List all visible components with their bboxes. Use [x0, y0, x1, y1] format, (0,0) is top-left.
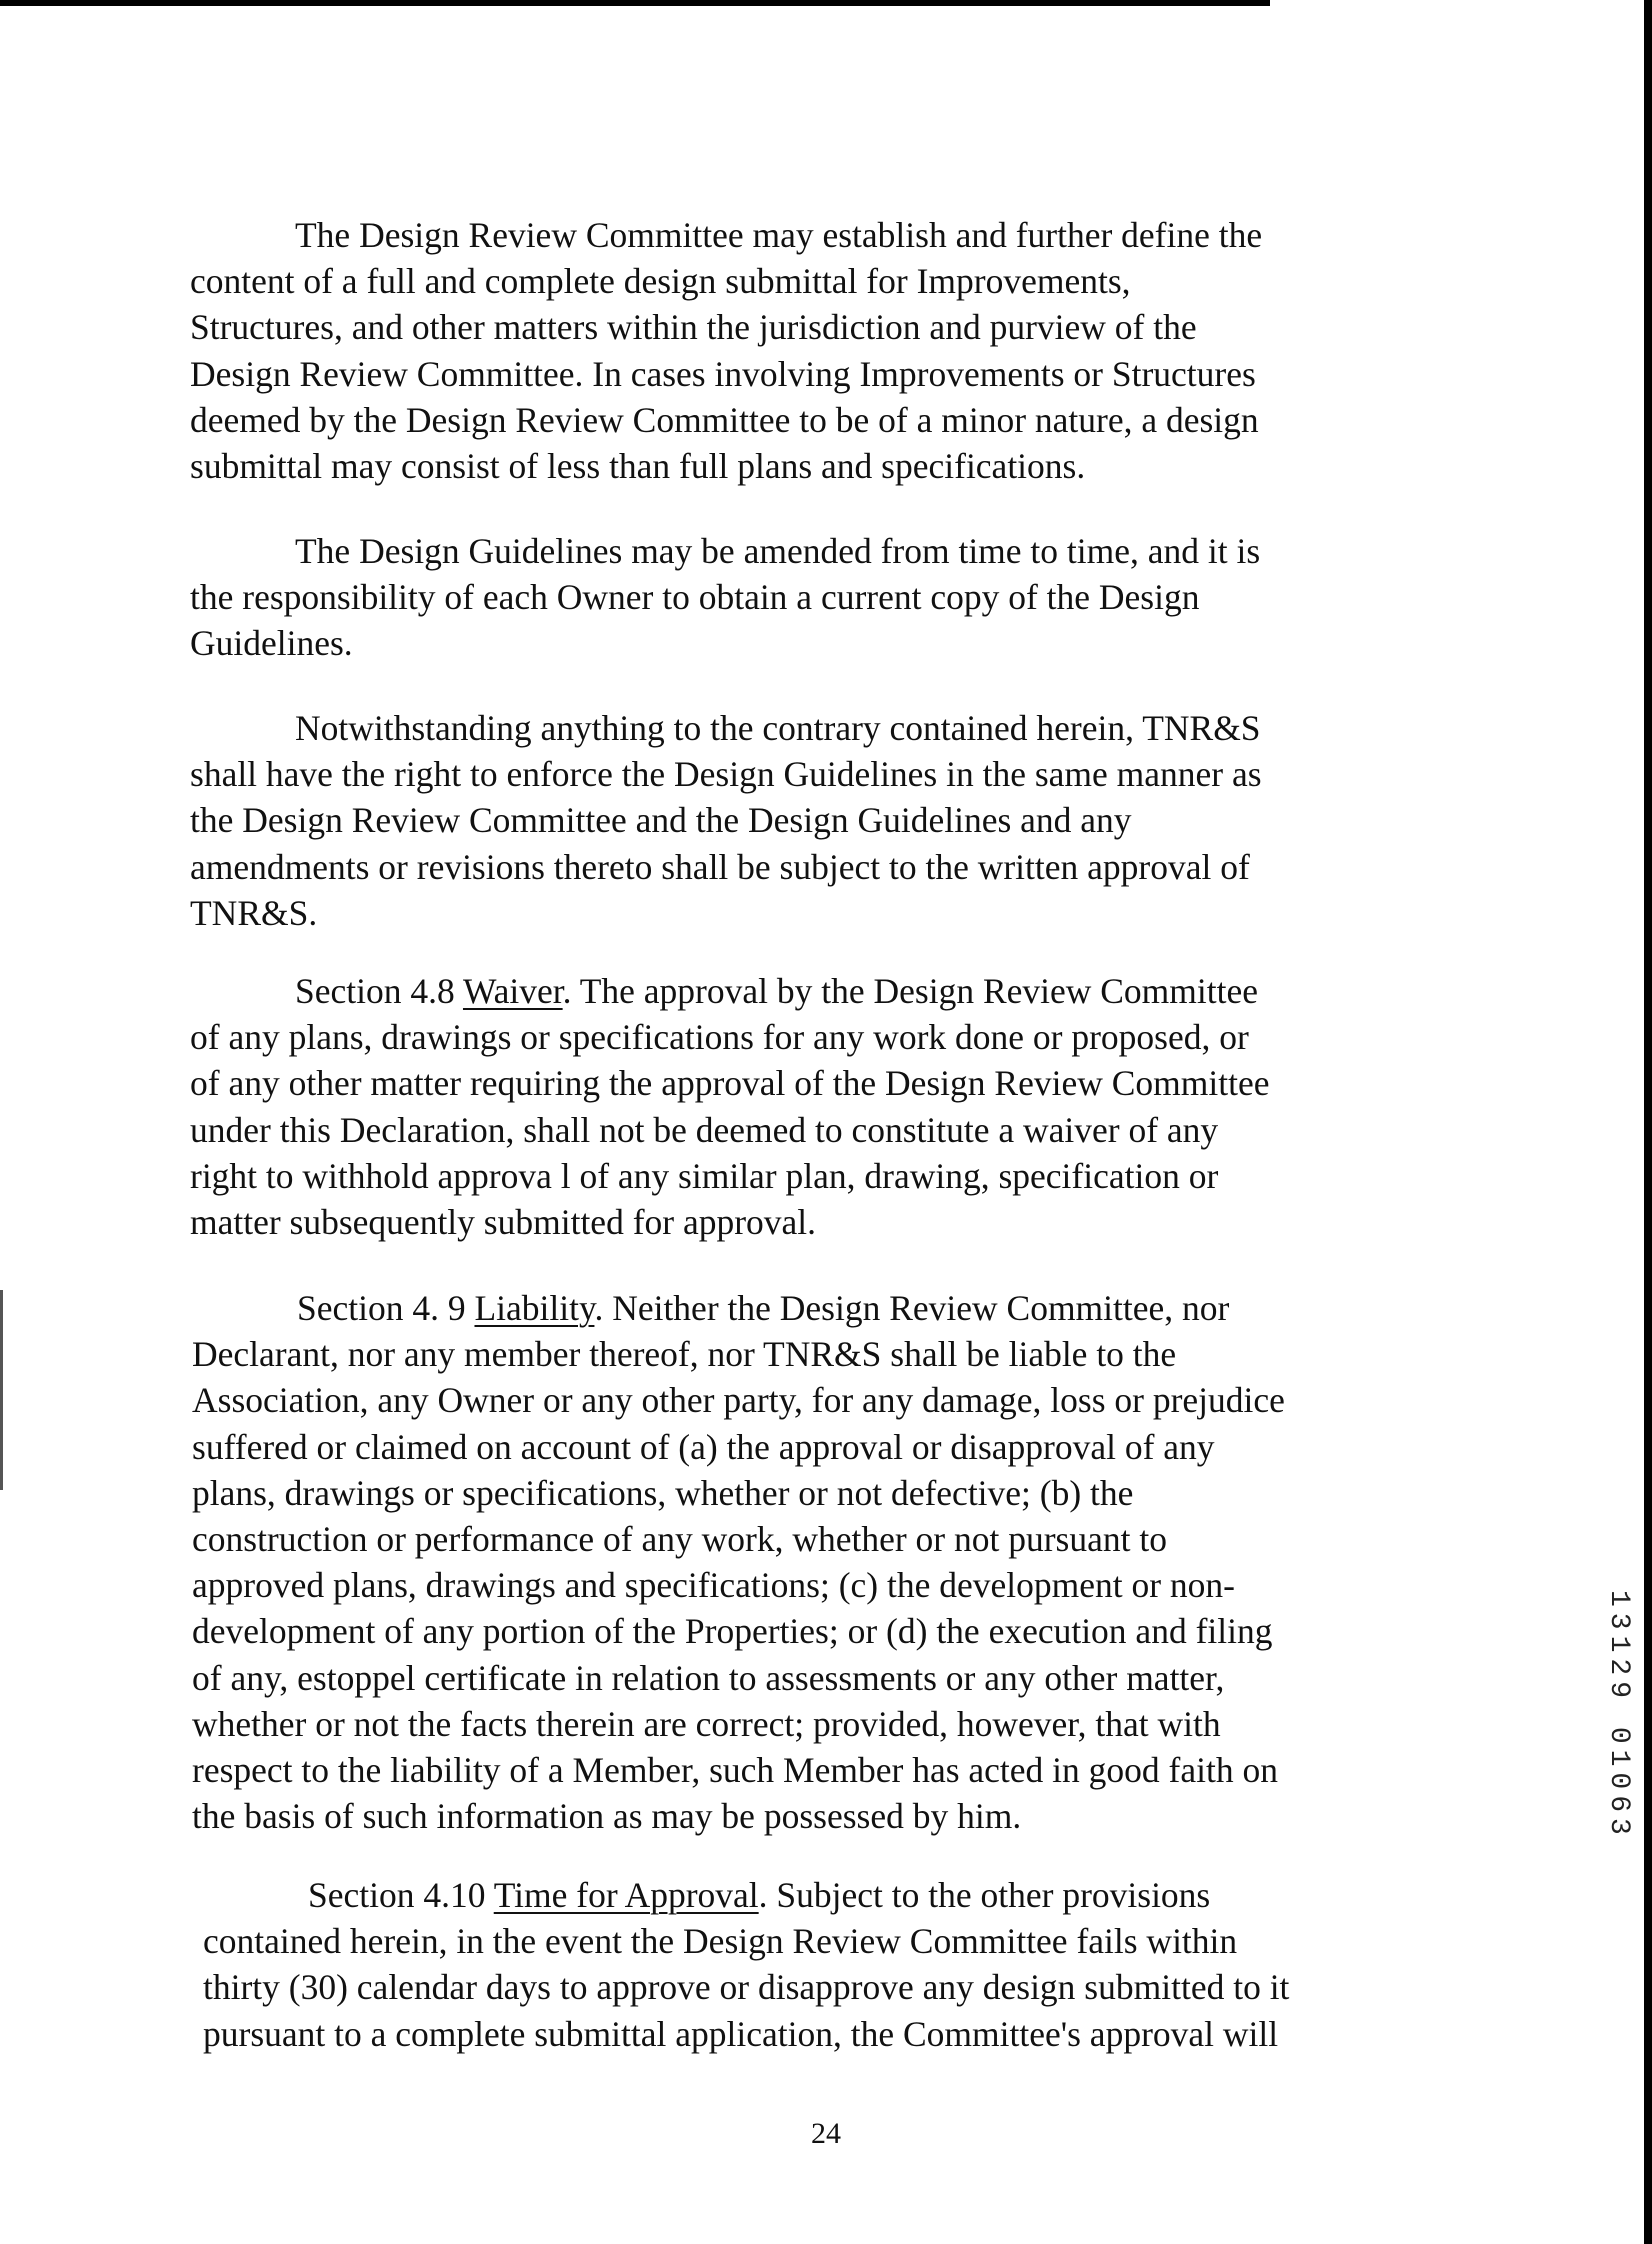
section-heading: Waiver — [462, 971, 563, 1011]
recording-stamp — [1598, 1590, 1638, 1841]
section-body: . Subject to the other provisions contained herein, in the event the Design Review Committee fails within thirty (30) calendar days to approve or disapprove any design submitted to it pursuant to a complete submittal application, the Committee's approval will — [203, 1875, 1290, 2054]
paragraph-text: The Design Guidelines may be amended from time to time, and it is the responsibility of each Owner to obtain a current copy of the Design Guidelines. — [190, 531, 1261, 664]
section-body: . Neither the Design Review Committee, nor Declarant, nor any member thereof, nor TNR&S shall be liable to the Association, any Owner or any other party, for any damage, loss or prejudice suffered or claimed on account of (a) the approval or disapproval of any plans, drawings or specifications, whether or not defective; (b) the construction or performance of any work, whether or not pursuant to approved plans, drawings and specifications; (c) the development or non- development of any portion of the Properties; or (d) the execution and filing of any, estoppel certificate in relation to assessments or any other matter, whether or not the facts therein are correct; provided, however, that with respect to the liability of a Member, such Member has acted in good faith on the basis of such information as may be possessed by him. — [192, 1288, 1285, 1837]
recording-stamp-text: 13129 01063 — [1603, 1590, 1634, 1841]
paragraph-design-submittal — [190, 212, 1410, 489]
section-number: Section 4.10 — [308, 1875, 494, 1915]
section-body: . The approval by the Design Review Committee of any plans, drawings or specifications for any work done or proposed, or of any other matter requiring the approval of the Design Review Committee under this Declaration, shall not be deemed to constitute a waiver of any right to withhold approva l of any similar plan, drawing, specification or matter subsequently submitted for approval. — [190, 971, 1270, 1243]
page-number: 24 — [811, 2117, 841, 2150]
section-heading: Time for Approval — [493, 1875, 759, 1915]
scan-border-top — [0, 0, 1270, 6]
section-4-9-liability — [192, 1285, 1412, 1839]
paragraph-text: Notwithstanding anything to the contrary contained herein, TNR&S shall have the right to enforce the Design Guidelines in the same manner as the Design Review Committee and the Design Guidelines and any amendments or revisions thereto shall be subject to the written approval of TNR&S. — [190, 708, 1262, 933]
scan-mark-left — [0, 1290, 3, 1490]
section-number: Section 4.8 — [295, 971, 463, 1011]
section-4-8-waiver — [190, 968, 1410, 1245]
paragraph-design-guidelines — [190, 528, 1410, 667]
section-heading: Liability — [474, 1288, 595, 1328]
paragraph-tnrs-enforcement — [190, 705, 1410, 936]
scan-border-right — [1644, 0, 1652, 2244]
section-number: Section 4. 9 — [297, 1288, 475, 1328]
section-4-10-time-for-approval — [203, 1872, 1423, 2057]
paragraph-text: The Design Review Committee may establish and further define the content of a full and complete design submittal for Improvements, Structures, and other matters within the jurisdiction and purview of the Design Review Committee. In cases involving Improvements or Structures deemed by the Design Review Committee to be of a minor nature, a design submittal may consist of less than full plans and specifications. — [190, 215, 1263, 487]
